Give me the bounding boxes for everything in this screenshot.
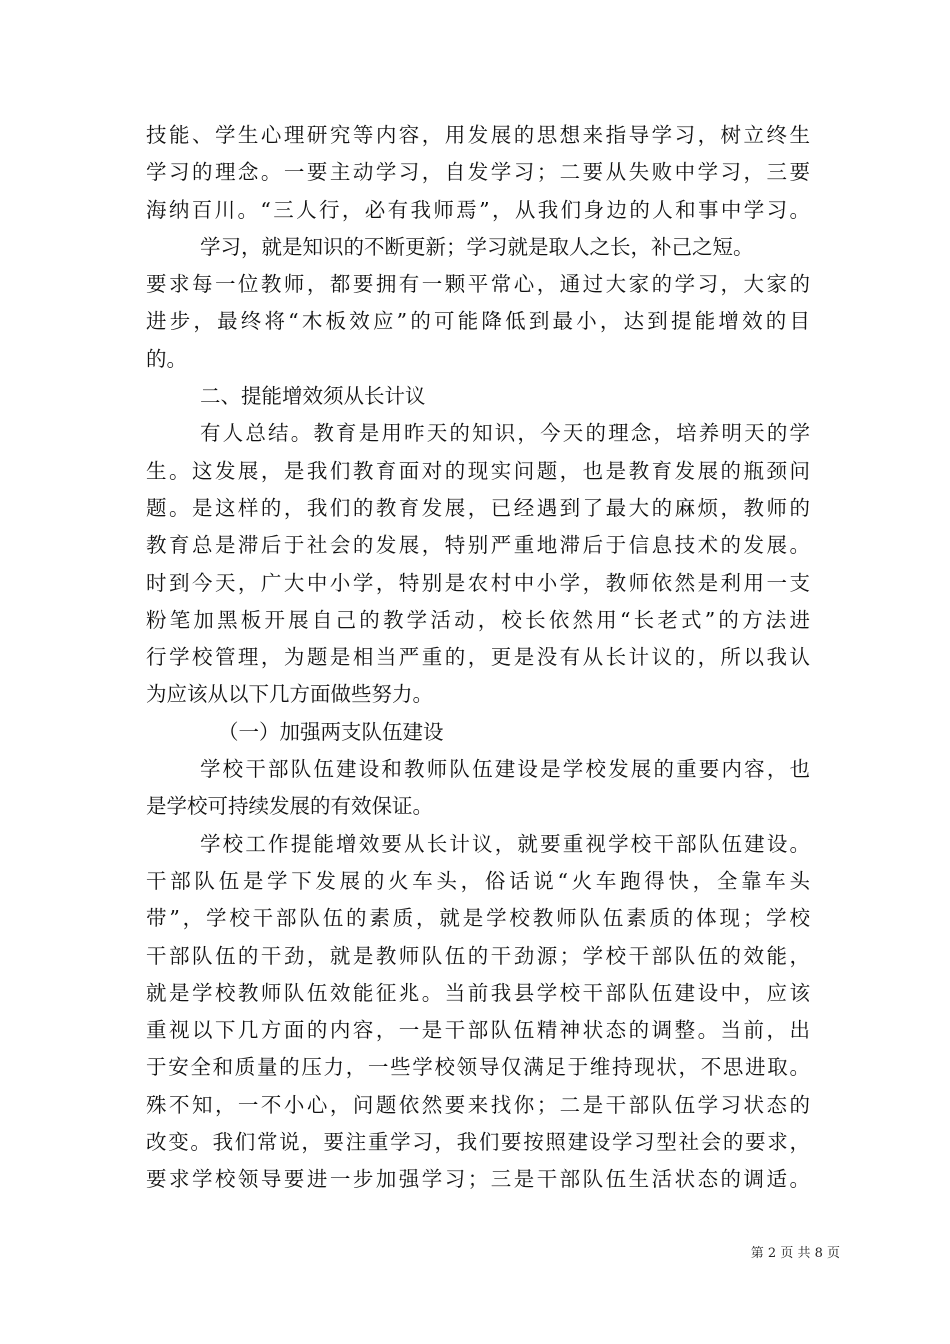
document-body — [146, 117, 810, 1199]
page-number-footer: 第 2 页 共 8 页 — [750, 1246, 840, 1261]
body-line: 技能、学生心理研究等内容，用发展的思想来指导学习，树立终生 — [146, 123, 810, 147]
body-line: 海纳百川。“三人行，必有我师焉”，从我们身边的人和事中学习。 — [146, 197, 810, 222]
body-line: 就是学校教师队伍效能征兆。当前我县学校干部队伍建设中，应该 — [146, 980, 810, 1005]
body-line: 题。是这样的，我们的教育发展，已经遇到了最大的麻烦，教师的 — [146, 495, 810, 520]
subsection-heading: （一）加强两支队伍建设 — [218, 719, 444, 744]
body-line: 要求学校领导要进一步加强学习；三是干部队伍生活状态的调适。 — [146, 1167, 810, 1192]
body-line: 殊不知，一不小心，问题依然要来找你；二是干部队伍学习状态的 — [146, 1092, 810, 1117]
paragraph-first-line: 有人总结。教育是用昨天的知识，今天的理念，培养明天的学 — [200, 421, 810, 446]
body-line: 行学校管理，为题是相当严重的，更是没有从长计议的，所以我认 — [146, 645, 810, 670]
paragraph-last-line: 为应该从以下几方面做些努力。 — [146, 682, 433, 707]
body-line: 带”，学校干部队伍的素质，就是学校教师队伍素质的体现；学校 — [146, 906, 810, 931]
body-line: 要求每一位教师，都要拥有一颗平常心，通过大家的学习，大家的 — [146, 272, 810, 297]
body-line: 粉笔加黑板开展自己的教学活动，校长依然用“长老式”的方法进 — [146, 607, 810, 632]
paragraph-last-line: 的。 — [146, 346, 187, 371]
body-line: 改变。我们常说，要注重学习，我们要按照建设学习型社会的要求， — [146, 1130, 810, 1155]
body-line: 生。这发展，是我们教育面对的现实问题，也是教育发展的瓶颈问 — [146, 458, 810, 483]
body-line: 时到今天，广大中小学，特别是农村中小学，教师依然是利用一支 — [146, 570, 810, 595]
section-heading: 二、提能增效须从长计议 — [200, 384, 426, 409]
body-line: 学习的理念。一要主动学习，自发学习；二要从失败中学习，三要 — [146, 160, 810, 185]
body-line: 教育总是滞后于社会的发展，特别严重地滞后于信息技术的发展。 — [146, 533, 810, 558]
paragraph-last-line: 是学校可持续发展的有效保证。 — [146, 794, 433, 819]
paragraph-first-line: 学习，就是知识的不断更新；学习就是取人之长，补己之短。 — [200, 234, 754, 259]
body-line: 干部队伍的干劲，就是教师队伍的干劲源；学校干部队伍的效能， — [146, 943, 810, 968]
paragraph-first-line: 学校工作提能增效要从长计议，就要重视学校干部队伍建设。 — [200, 831, 810, 856]
body-line: 干部队伍是学下发展的火车头，俗话说“火车跑得快，全靠车头 — [146, 868, 810, 893]
body-line: 于安全和质量的压力，一些学校领导仅满足于维持现状，不思进取。 — [146, 1055, 810, 1080]
body-line: 重视以下几方面的内容，一是干部队伍精神状态的调整。当前，出 — [146, 1018, 810, 1043]
body-line: 进步，最终将“木板效应”的可能降低到最小，达到提能增效的目 — [146, 309, 810, 334]
paragraph-first-line: 学校干部队伍建设和教师队伍建设是学校发展的重要内容，也 — [200, 757, 810, 782]
